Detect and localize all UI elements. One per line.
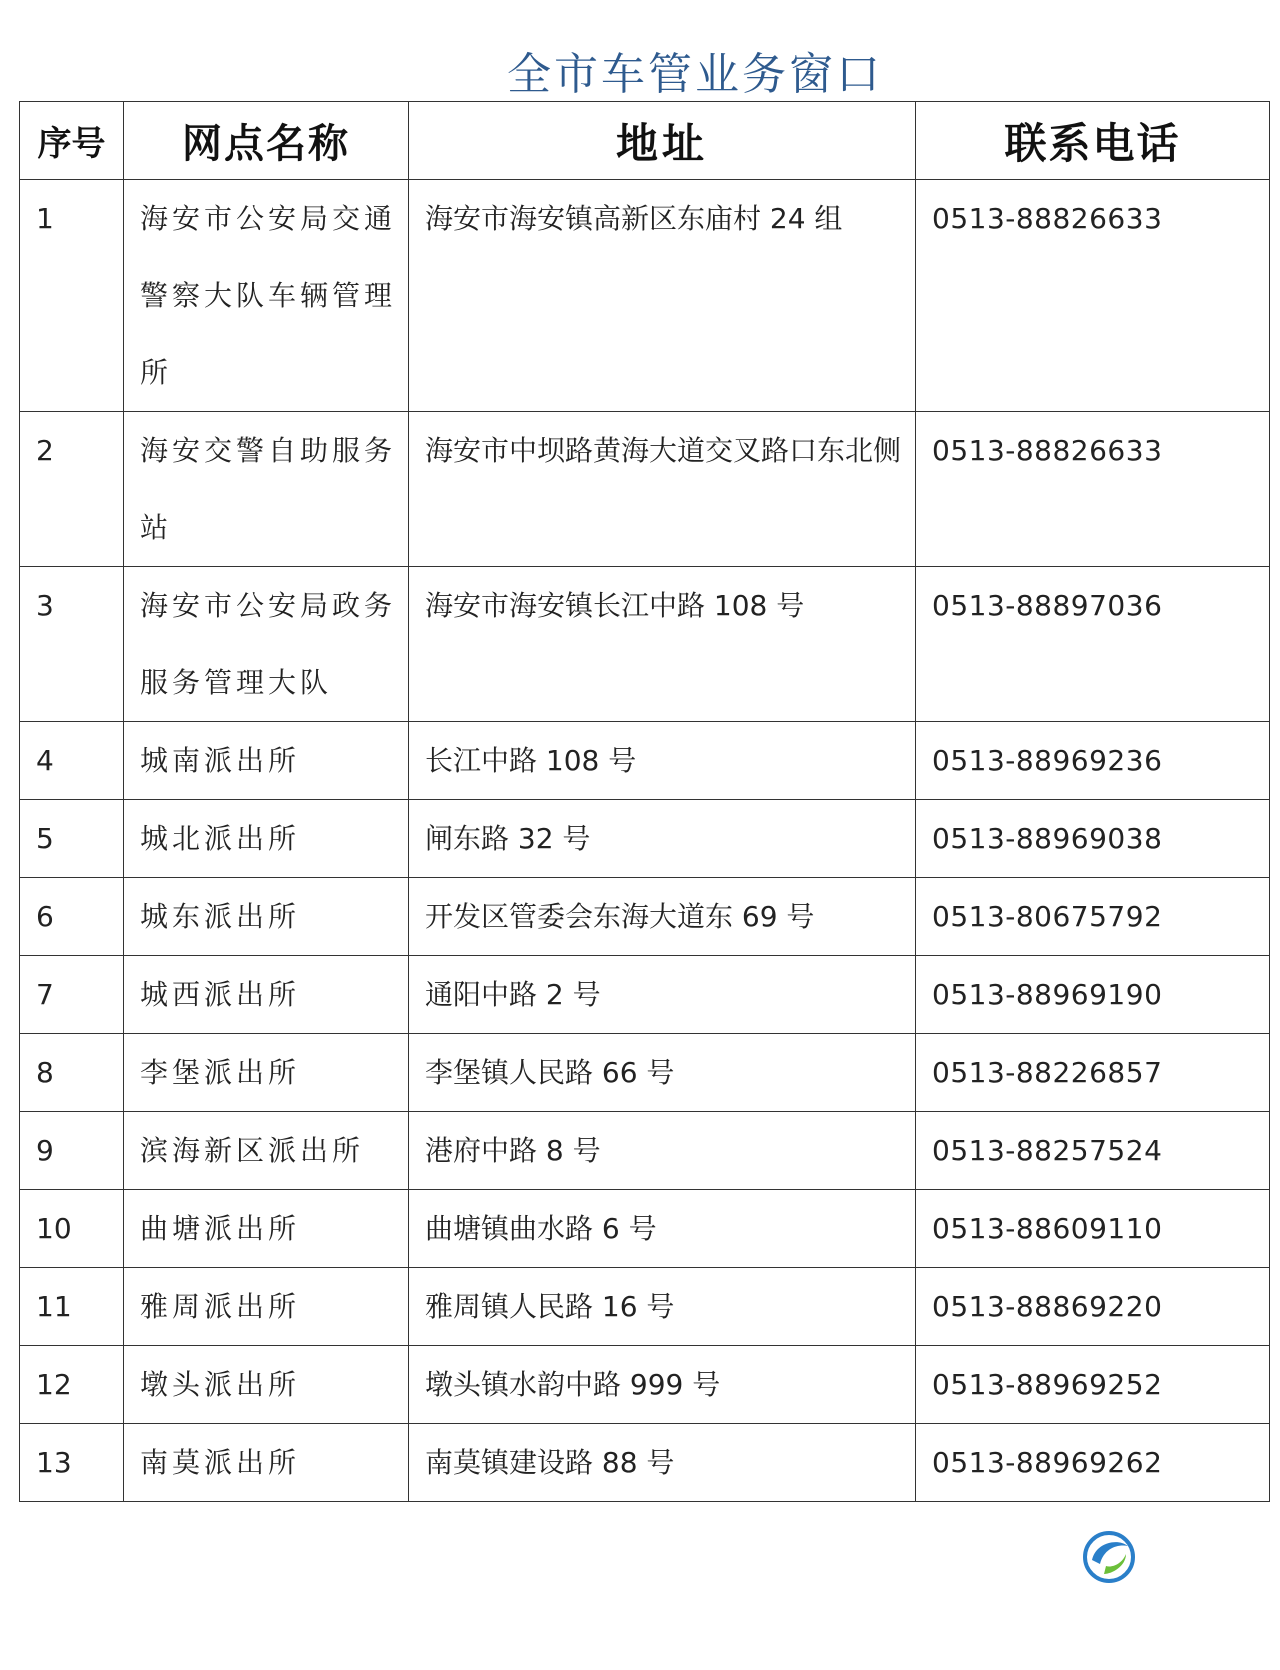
row-phone: 0513-80675792 (916, 878, 1270, 956)
table-row (20, 180, 1270, 412)
header-address: 地址 (409, 102, 916, 180)
row-phone: 0513-88969190 (916, 956, 1270, 1034)
row-address: 海安市海安镇长江中路 108 号 (409, 567, 916, 722)
page-title: 全市车管业务窗口 (507, 49, 883, 100)
table-row (20, 1112, 1270, 1190)
row-phone: 0513-88897036 (916, 567, 1270, 722)
row-name: 城西派出所 (124, 956, 409, 1034)
row-seq: 9 (20, 1112, 124, 1190)
service-windows-table (19, 101, 1270, 1502)
table-row (20, 1268, 1270, 1346)
row-phone: 0513-88969262 (916, 1424, 1270, 1502)
row-phone: 0513-88969236 (916, 722, 1270, 800)
row-address: 闸东路 32 号 (409, 800, 916, 878)
row-seq: 3 (20, 567, 124, 722)
table-row (20, 567, 1270, 722)
row-name: 海安市公安局政务服务管理大队 (124, 567, 409, 722)
row-name: 墩头派出所 (124, 1346, 409, 1424)
table-row (20, 1034, 1270, 1112)
row-seq: 4 (20, 722, 124, 800)
row-address: 港府中路 8 号 (409, 1112, 916, 1190)
row-seq: 11 (20, 1268, 124, 1346)
row-phone: 0513-88826633 (916, 180, 1270, 412)
row-seq: 13 (20, 1424, 124, 1502)
row-seq: 5 (20, 800, 124, 878)
row-name: 曲塘派出所 (124, 1190, 409, 1268)
row-seq: 1 (20, 180, 124, 412)
row-address: 李堡镇人民路 66 号 (409, 1034, 916, 1112)
row-seq: 8 (20, 1034, 124, 1112)
table-row (20, 878, 1270, 956)
row-name: 城东派出所 (124, 878, 409, 956)
row-seq: 6 (20, 878, 124, 956)
row-address: 通阳中路 2 号 (409, 956, 916, 1034)
table-row (20, 412, 1270, 567)
row-name: 海安交警自助服务站 (124, 412, 409, 567)
row-name: 雅周派出所 (124, 1268, 409, 1346)
row-phone: 0513-88869220 (916, 1268, 1270, 1346)
row-phone: 0513-88257524 (916, 1112, 1270, 1190)
table-row (20, 956, 1270, 1034)
table-header-row (20, 102, 1270, 180)
row-address: 海安市中坝路黄海大道交叉路口东北侧 (409, 412, 916, 567)
row-address: 开发区管委会东海大道东 69 号 (409, 878, 916, 956)
row-address: 海安市海安镇高新区东庙村 24 组 (409, 180, 916, 412)
row-address: 长江中路 108 号 (409, 722, 916, 800)
row-seq: 2 (20, 412, 124, 567)
row-address: 墩头镇水韵中路 999 号 (409, 1346, 916, 1424)
row-name: 南莫派出所 (124, 1424, 409, 1502)
row-phone: 0513-88609110 (916, 1190, 1270, 1268)
header-seq: 序号 (20, 102, 124, 180)
header-phone: 联系电话 (916, 102, 1270, 180)
row-name: 海安市公安局交通警察大队车辆管理所 (124, 180, 409, 412)
table-row (20, 1190, 1270, 1268)
row-phone: 0513-88969252 (916, 1346, 1270, 1424)
row-name: 城北派出所 (124, 800, 409, 878)
row-address: 雅周镇人民路 16 号 (409, 1268, 916, 1346)
logo-icon (1082, 1530, 1136, 1584)
row-name: 滨海新区派出所 (124, 1112, 409, 1190)
row-name: 李堡派出所 (124, 1034, 409, 1112)
table-row (20, 1346, 1270, 1424)
row-seq: 12 (20, 1346, 124, 1424)
row-address: 曲塘镇曲水路 6 号 (409, 1190, 916, 1268)
table-row (20, 1424, 1270, 1502)
row-phone: 0513-88826633 (916, 412, 1270, 567)
row-phone: 0513-88969038 (916, 800, 1270, 878)
row-seq: 7 (20, 956, 124, 1034)
header-name: 网点名称 (124, 102, 409, 180)
row-address: 南莫镇建设路 88 号 (409, 1424, 916, 1502)
row-seq: 10 (20, 1190, 124, 1268)
table-row (20, 800, 1270, 878)
row-phone: 0513-88226857 (916, 1034, 1270, 1112)
row-name: 城南派出所 (124, 722, 409, 800)
table-row (20, 722, 1270, 800)
